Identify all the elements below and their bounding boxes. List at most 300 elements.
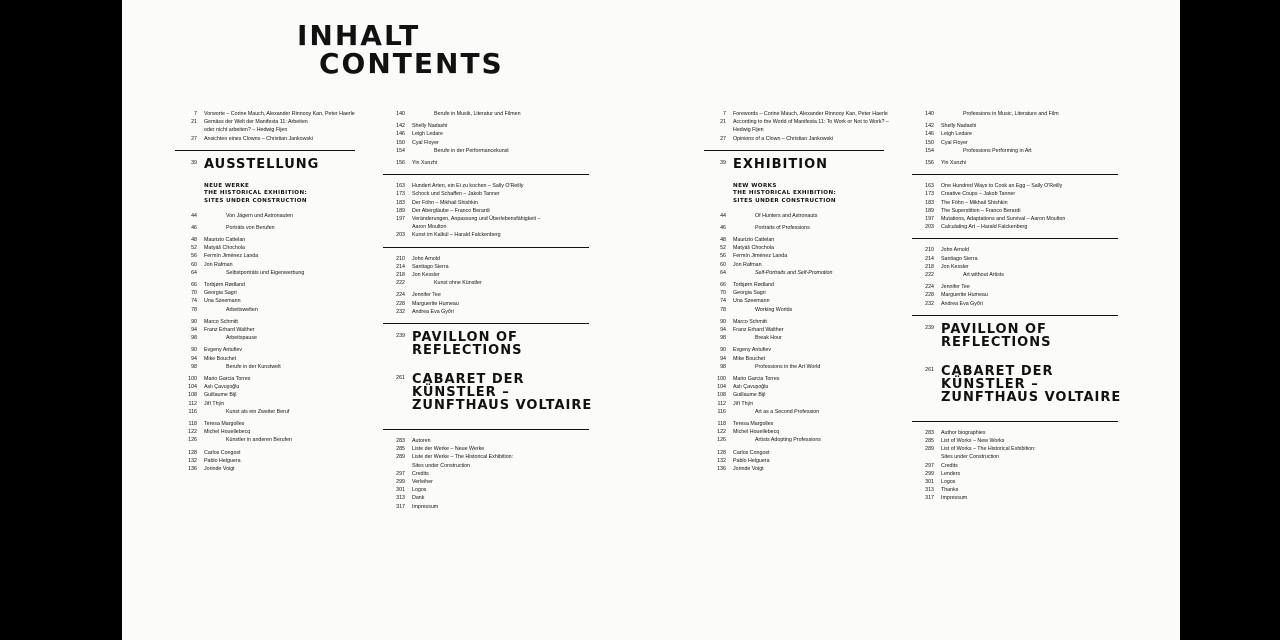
toc-subheading: [704, 198, 894, 206]
page-number: 163: [925, 183, 934, 190]
entry-label: Torbjørn Rødland: [733, 282, 774, 289]
toc-entry[interactable]: [704, 383, 894, 391]
page-number: 7: [194, 111, 197, 117]
page-number: 299: [396, 479, 405, 486]
toc-entry[interactable]: [383, 279, 593, 287]
toc-entry[interactable]: [175, 408, 365, 416]
page-number: 261: [925, 366, 934, 373]
page-number: 94: [191, 355, 197, 362]
toc-entry[interactable]: [383, 231, 593, 239]
toc-entry[interactable]: [704, 400, 894, 408]
entry-label: Shelly Nadashi: [412, 123, 448, 130]
page-number: 90: [191, 318, 197, 325]
entry-label: Portraits of Professions: [755, 224, 810, 231]
page-number: 48: [720, 237, 726, 243]
entry-label: Impressum: [941, 495, 968, 502]
toc-entry[interactable]: [912, 110, 1122, 118]
entry-label: Arbeitswelten: [226, 306, 258, 313]
toc-entry[interactable]: [704, 375, 894, 383]
toc-entry[interactable]: [704, 224, 894, 232]
entry-label: According to the World of Manifesta 11: To Work or Not to Work? –: [733, 119, 889, 126]
page-number: 78: [720, 306, 726, 313]
entry-label: Liste der Werke – Neue Werke: [412, 446, 485, 453]
toc-entry[interactable]: [383, 223, 593, 231]
entry-label: Credits: [412, 470, 429, 477]
toc-entry[interactable]: [383, 139, 593, 147]
page-number: 173: [925, 191, 934, 198]
toc-entry[interactable]: [383, 122, 593, 130]
page-number: 44: [720, 212, 726, 219]
page-number: 317: [396, 503, 405, 510]
entry-label: Kunst im Kalkül – Harald Falckenberg: [412, 232, 501, 239]
page-number: 150: [925, 139, 934, 146]
toc-entry[interactable]: [383, 199, 593, 207]
page-number: 313: [925, 487, 934, 494]
entry-label: Jorinde Voigt: [204, 466, 235, 473]
toc-column-left-1: [175, 110, 365, 473]
toc-entry[interactable]: [704, 297, 894, 305]
toc-entry[interactable]: [175, 363, 365, 371]
page-number: 218: [925, 263, 934, 270]
toc-section-heading[interactable]: [912, 323, 1122, 349]
toc-entry[interactable]: [383, 494, 593, 502]
section-title: AUSSTELLUNG: [204, 156, 320, 172]
toc-entry[interactable]: [175, 236, 365, 244]
entry-label: Liste der Werke – The Historical Exhibition:: [412, 454, 514, 461]
entry-label: Teresa Margolles: [204, 421, 245, 428]
toc-entry[interactable]: [912, 246, 1122, 254]
toc-entry[interactable]: [383, 462, 593, 470]
page-number: 39: [191, 159, 197, 166]
toc-subheading: [175, 190, 365, 198]
toc-section-heading[interactable]: [912, 365, 1122, 404]
toc-entry[interactable]: [704, 428, 894, 436]
toc-entry[interactable]: [175, 391, 365, 399]
toc-entry[interactable]: [383, 255, 593, 263]
page-number: 214: [925, 255, 934, 262]
page-number: 108: [188, 392, 197, 399]
toc-entry[interactable]: [175, 318, 365, 326]
page-number: 27: [720, 135, 726, 142]
toc-entry[interactable]: [383, 470, 593, 478]
page-number: 104: [188, 384, 197, 391]
section-divider: [175, 150, 355, 151]
entry-label: Kunst ohne Künstler: [434, 280, 482, 287]
page-number: 299: [925, 470, 934, 477]
toc-entry[interactable]: [704, 289, 894, 297]
entry-label: Hedwig Fijen: [733, 127, 764, 134]
page-number: 154: [925, 147, 934, 154]
title-line-1: INHALT: [297, 19, 421, 52]
entry-label: Berufe in der Performancekunst: [434, 147, 509, 154]
entry-label: Impressum: [412, 503, 439, 510]
toc-entry[interactable]: [912, 429, 1122, 437]
entry-label: Jennifer Tee: [412, 292, 441, 299]
page-number: 132: [188, 457, 197, 464]
toc-entry[interactable]: [704, 457, 894, 465]
page-number: 118: [188, 421, 197, 428]
entry-label: Creative Coups – Jakob Tanner: [941, 191, 1016, 198]
entry-label: Jon Rafman: [204, 261, 233, 268]
toc-entry[interactable]: [383, 308, 593, 316]
subheading-text: NEUE WERKE: [204, 182, 250, 189]
toc-entry[interactable]: [912, 190, 1122, 198]
page-number: 218: [396, 272, 405, 279]
page-number: 301: [396, 487, 405, 494]
page-number: 239: [396, 333, 405, 340]
page-number: 154: [396, 147, 405, 154]
entry-label: Künstler in anderen Berufen: [226, 437, 292, 444]
entry-label: Art as a Second Profession: [755, 408, 820, 415]
page-number: 52: [720, 245, 726, 252]
entry-label: Thanks: [941, 487, 959, 494]
entry-label: Professions in Music, Literature and Film: [963, 111, 1059, 117]
toc-entry[interactable]: [175, 465, 365, 473]
section-divider: [912, 174, 1118, 175]
entry-label: Una Szeemann: [204, 298, 241, 305]
entry-label: Andrea Eva Győri: [941, 300, 983, 307]
entry-label: Matyáš Chochola: [733, 245, 774, 252]
toc-entry[interactable]: [912, 445, 1122, 453]
toc-entry[interactable]: [175, 457, 365, 465]
entry-label: Gemäss der Welt der Manifesta 11: Arbeiten: [204, 119, 308, 126]
toc-entry[interactable]: [704, 334, 894, 342]
toc-entry[interactable]: [704, 252, 894, 260]
toc-entry[interactable]: [912, 122, 1122, 130]
entry-label: Autoren: [412, 438, 431, 445]
toc-entry[interactable]: [704, 363, 894, 371]
page-number: 140: [396, 111, 405, 117]
toc-entry[interactable]: [704, 135, 894, 143]
entry-label: Art without Artists: [963, 272, 1004, 279]
toc-entry[interactable]: [912, 462, 1122, 470]
toc-entry[interactable]: [175, 297, 365, 305]
section-divider: [383, 247, 589, 248]
spacer: [912, 349, 1122, 359]
toc-entry[interactable]: [912, 271, 1122, 279]
entry-label: Lenders: [941, 470, 961, 477]
entry-label: Kunst als ein Zweiter Beruf: [226, 408, 290, 415]
subheading-text: THE HISTORICAL EXHIBITION:: [733, 190, 837, 197]
toc-section-heading[interactable]: [704, 158, 894, 171]
toc-entry[interactable]: [704, 261, 894, 269]
section-divider: [383, 429, 589, 430]
entry-label: Marco Schmitt: [204, 318, 238, 325]
entry-label: Santiago Sierra: [412, 263, 449, 270]
page-number: 128: [717, 449, 726, 456]
entry-label: Der Föhn – Mikhail Shishkin: [412, 199, 478, 206]
toc-entry[interactable]: [704, 281, 894, 289]
page-number: 98: [191, 335, 197, 342]
toc-entry[interactable]: [912, 199, 1122, 207]
entry-label: Maurizio Cattelan: [204, 237, 246, 243]
page-number: 222: [396, 280, 405, 287]
entry-label: Mario Garcia Torres: [733, 376, 780, 383]
entry-label: Teresa Margolles: [733, 421, 774, 428]
page-number: 210: [925, 247, 934, 254]
toc-entry[interactable]: [383, 478, 593, 486]
page-number: 228: [925, 292, 934, 299]
page-number: 132: [717, 457, 726, 464]
toc-entry[interactable]: [704, 391, 894, 399]
entry-label: Jon Kessler: [941, 263, 969, 270]
page-number: 232: [396, 308, 405, 315]
toc-entry[interactable]: [704, 244, 894, 252]
toc-entry[interactable]: [912, 478, 1122, 486]
toc-entry[interactable]: [383, 271, 593, 279]
page-number: 108: [717, 392, 726, 399]
entry-label: Jiří Thýn: [204, 400, 225, 407]
toc-entry[interactable]: [912, 130, 1122, 138]
toc-entry[interactable]: [704, 269, 894, 277]
toc-entry[interactable]: [912, 486, 1122, 494]
toc-entry[interactable]: [175, 289, 365, 297]
toc-entry[interactable]: [383, 110, 593, 118]
entry-label: Fermín Jiménez Landa: [733, 253, 788, 260]
toc-column-right-2: [912, 110, 1122, 503]
entry-label: Forewords – Corine Mauch, Alexander Rinnooy Kan, Peter Haerle: [733, 111, 888, 117]
entry-label: Guillaume Bijl: [204, 392, 237, 399]
page-number: 283: [396, 438, 405, 445]
spacer: [912, 404, 1122, 414]
entry-label: Leigh Ledare: [412, 131, 443, 138]
toc-entry[interactable]: [175, 135, 365, 143]
toc-subheading: [704, 190, 894, 198]
entry-label: Jon Kessler: [412, 272, 440, 279]
toc-entry[interactable]: [383, 159, 593, 167]
entry-label: Selbstporträts und Eigenwerbung: [226, 269, 305, 276]
toc-entry[interactable]: [912, 255, 1122, 263]
toc-entry[interactable]: [912, 291, 1122, 299]
entry-label: Torbjørn Rødland: [204, 282, 245, 289]
toc-entry[interactable]: [704, 118, 894, 126]
toc-entry[interactable]: [175, 355, 365, 363]
page-number: 90: [720, 347, 726, 354]
section-title: PAVILLON OF REFLECTIONS: [941, 321, 1052, 350]
page-number: 100: [717, 376, 726, 383]
toc-section-heading[interactable]: [383, 331, 593, 357]
toc-entry[interactable]: [912, 159, 1122, 167]
entry-label: Arbeitspause: [226, 335, 257, 342]
toc-entry[interactable]: [175, 212, 365, 220]
page-number: 142: [925, 123, 934, 130]
toc-entry[interactable]: [912, 283, 1122, 291]
toc-entry[interactable]: [912, 139, 1122, 147]
toc-entry[interactable]: [383, 486, 593, 494]
toc-entry[interactable]: [912, 494, 1122, 502]
toc-entry[interactable]: [704, 306, 894, 314]
toc-entry[interactable]: [383, 190, 593, 198]
page-number: 64: [720, 269, 726, 276]
page-number: 44: [191, 212, 197, 219]
toc-entry[interactable]: [704, 346, 894, 354]
section-title: EXHIBITION: [733, 156, 829, 172]
entry-label: Author biographies: [941, 429, 986, 436]
entry-label: Carlos Congost: [733, 449, 770, 456]
toc-entry[interactable]: [175, 420, 365, 428]
toc-entry[interactable]: [383, 130, 593, 138]
page-number: 232: [925, 300, 934, 307]
entry-label: Sites under Construction: [412, 462, 471, 469]
entry-label: Der Abergläube – Franco Berardi: [412, 207, 490, 214]
toc-entry[interactable]: [175, 261, 365, 269]
toc-entry[interactable]: [175, 428, 365, 436]
page-number: 289: [925, 446, 934, 453]
entry-label: List of Works – New Works: [941, 438, 1005, 445]
page-number: 214: [396, 263, 405, 270]
toc-entry[interactable]: [383, 207, 593, 215]
page-number: 60: [191, 261, 197, 268]
toc-entry[interactable]: [175, 244, 365, 252]
page-number: 289: [396, 454, 405, 461]
section-divider: [912, 238, 1118, 239]
entry-label: Berufe in der Kunstwelt: [226, 363, 281, 370]
toc-entry[interactable]: [912, 223, 1122, 231]
toc-entry[interactable]: [383, 182, 593, 190]
entry-label: Maurizio Cattelan: [733, 237, 775, 243]
toc-entry[interactable]: [912, 453, 1122, 461]
entry-label: oder nicht arbeiten? – Hedwig Fijen: [204, 127, 288, 134]
toc-entry[interactable]: [175, 281, 365, 289]
toc-entry[interactable]: [175, 269, 365, 277]
toc-entry[interactable]: [175, 224, 365, 232]
entry-label: Opinions of a Clown – Christian Jankowski: [733, 135, 834, 142]
page-number: 7: [723, 111, 726, 117]
toc-entry[interactable]: [175, 436, 365, 444]
toc-entry[interactable]: [704, 326, 894, 334]
toc-entry[interactable]: [383, 263, 593, 271]
page-title: [297, 19, 504, 80]
page-number: 64: [191, 269, 197, 276]
page-number: 203: [396, 232, 405, 239]
page-number: 146: [925, 131, 934, 138]
page-number: 183: [925, 199, 934, 206]
toc-entry[interactable]: [704, 236, 894, 244]
toc-entry[interactable]: [912, 147, 1122, 155]
entry-label: Matyáš Chochola: [204, 245, 245, 252]
entry-label: Pablo Helguera: [733, 457, 770, 464]
toc-entry[interactable]: [175, 306, 365, 314]
title-line-2: CONTENTS: [319, 47, 504, 80]
entry-label: Marguerite Humeau: [412, 300, 459, 307]
entry-label: Andrea Eva Győri: [412, 308, 454, 315]
entry-label: John Arnold: [412, 255, 440, 262]
page-number: 156: [925, 160, 934, 167]
toc-entry[interactable]: [704, 449, 894, 457]
toc-entry[interactable]: [704, 408, 894, 416]
toc-entry[interactable]: [383, 215, 593, 223]
entry-label: Working Worlds: [755, 306, 793, 313]
toc-entry[interactable]: [175, 126, 365, 134]
page-number: 189: [396, 207, 405, 214]
subheading-text: NEW WORKS: [733, 182, 777, 189]
page-number: 78: [191, 306, 197, 313]
page-number: 48: [191, 237, 197, 243]
page-number: 228: [396, 300, 405, 307]
toc-entry[interactable]: [383, 291, 593, 299]
page-number: 116: [188, 408, 197, 415]
entry-label: Marco Schmitt: [733, 318, 767, 325]
toc-entry[interactable]: [704, 318, 894, 326]
toc-entry[interactable]: [704, 420, 894, 428]
page-number: 222: [925, 272, 934, 279]
toc-entry[interactable]: [912, 207, 1122, 215]
page-number: 297: [396, 470, 405, 477]
toc-entry[interactable]: [383, 147, 593, 155]
toc-entry[interactable]: [175, 346, 365, 354]
page-number: 74: [720, 298, 726, 305]
page-number: 136: [717, 466, 726, 473]
page-number: 224: [396, 292, 405, 299]
section-divider: [912, 421, 1118, 422]
entry-label: Jennifer Tee: [941, 284, 970, 291]
toc-entry[interactable]: [175, 449, 365, 457]
spacer: [704, 171, 894, 181]
toc-entry[interactable]: [912, 182, 1122, 190]
entry-label: Yin Xunzhi: [941, 160, 967, 167]
toc-entry[interactable]: [383, 300, 593, 308]
entry-label: Michel Houellebecq: [733, 429, 780, 436]
toc-entry[interactable]: [175, 375, 365, 383]
toc-entry[interactable]: [175, 326, 365, 334]
toc-entry[interactable]: [175, 110, 365, 118]
page-number: 116: [717, 408, 726, 415]
entry-label: Logos: [412, 487, 427, 494]
toc-entry[interactable]: [912, 300, 1122, 308]
page-number: 173: [396, 191, 405, 198]
page-number: 122: [188, 429, 197, 436]
page-number: 197: [396, 216, 405, 223]
toc-entry[interactable]: [704, 436, 894, 444]
toc-entry[interactable]: [912, 437, 1122, 445]
page-number: 150: [396, 139, 405, 146]
toc-entry[interactable]: [383, 453, 593, 461]
page-number: 128: [188, 449, 197, 456]
toc-entry[interactable]: [175, 400, 365, 408]
toc-entry[interactable]: [383, 503, 593, 511]
section-title: CABARET DER KÜNSTLER – ZUNFTHAUS VOLTAIRE: [941, 363, 1122, 405]
page-number: 39: [720, 159, 726, 166]
page-number: 56: [720, 253, 726, 260]
entry-label: Michel Houellebecq: [204, 429, 251, 436]
entry-label: Santiago Sierra: [941, 255, 978, 262]
toc-entry[interactable]: [704, 126, 894, 134]
page-number: 163: [396, 183, 405, 190]
toc-entry[interactable]: [704, 355, 894, 363]
toc-entry[interactable]: [383, 445, 593, 453]
toc-entry[interactable]: [912, 263, 1122, 271]
entry-label: Von Jägern und Astronauten: [226, 212, 293, 219]
subheading-text: SITES UNDER CONSTRUCTION: [733, 198, 836, 204]
toc-entry[interactable]: [704, 110, 894, 118]
toc-section-heading[interactable]: [175, 158, 365, 171]
page-number: 60: [720, 261, 726, 268]
toc-entry[interactable]: [704, 465, 894, 473]
toc-entry[interactable]: [175, 334, 365, 342]
toc-entry[interactable]: [175, 252, 365, 260]
page-number: 98: [191, 363, 197, 370]
toc-entry[interactable]: [912, 215, 1122, 223]
entry-label: Ansichten eines Clowns – Christian Jankowski: [204, 135, 313, 142]
section-divider: [383, 323, 589, 324]
toc-entry[interactable]: [175, 383, 365, 391]
toc-section-heading[interactable]: [383, 373, 593, 412]
toc-entry[interactable]: [383, 437, 593, 445]
toc-entry[interactable]: [704, 212, 894, 220]
toc-entry[interactable]: [175, 118, 365, 126]
toc-entry[interactable]: [912, 470, 1122, 478]
entry-label: Leigh Ledare: [941, 131, 972, 138]
